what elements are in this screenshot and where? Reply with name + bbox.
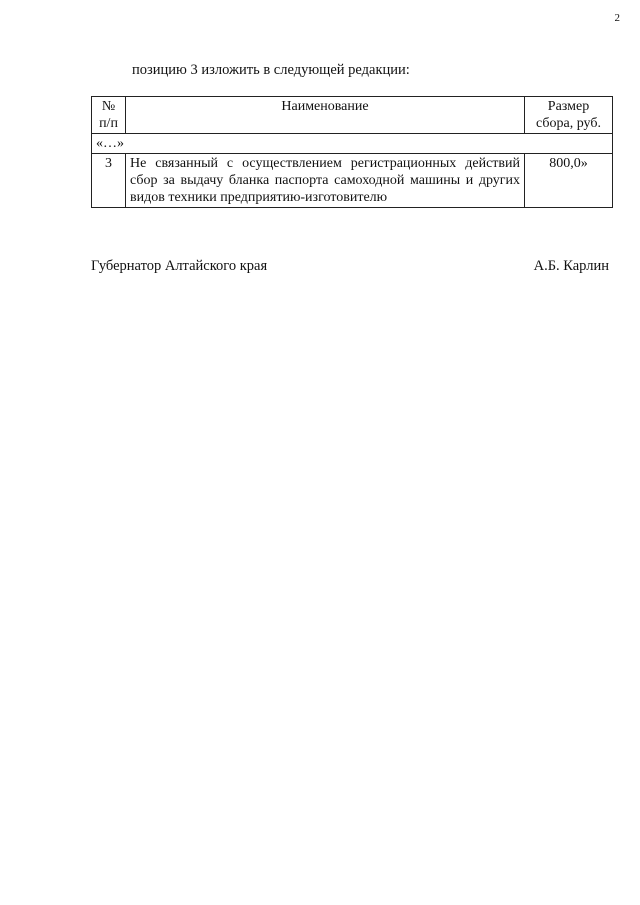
table-ellipsis-row [92,134,613,154]
intro-text: позицию 3 изложить в следующей редакции: [132,62,410,78]
header-fee-line1: Размер [547,99,590,114]
header-fee-cell [525,97,613,134]
header-number-line1: № [101,99,116,114]
header-name-cell: Наименование [126,97,525,134]
header-fee-line2: сбора, руб. [536,116,601,131]
header-number-cell [92,97,126,134]
row-fee-cell: 800,0» [525,154,613,208]
table-header-row [92,97,613,134]
fee-table [91,96,613,208]
row-name-cell: Не связанный с осуществлением регистрационных действий сбор за выдачу бланка паспорта самоходной машины и других видов техники предприятию-изготовителю [126,154,525,208]
ellipsis-cell: «…» [92,134,613,154]
page-number: 2 [614,12,620,24]
signature-position: Губернатор Алтайского края [91,258,268,274]
table-row [92,154,613,208]
header-number-line2: п/п [99,116,118,131]
row-number-cell: 3 [92,154,126,208]
fee-table-wrapper [91,96,613,208]
signature-name: А.Б. Карлин [533,258,609,274]
